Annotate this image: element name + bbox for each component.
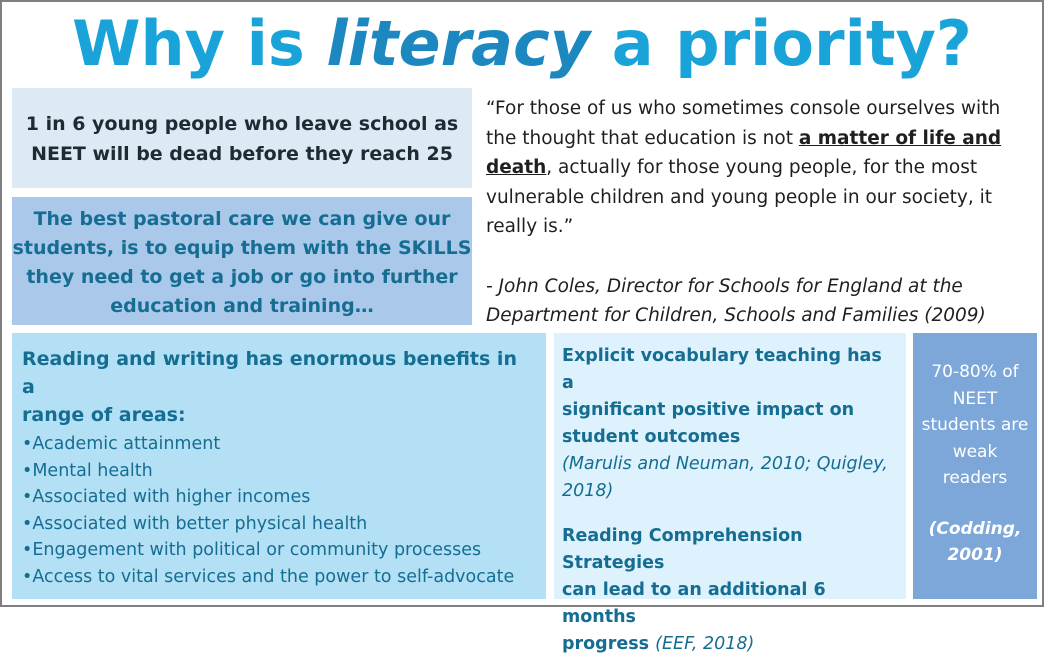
vocab-line-2: significant positive impact on: [562, 400, 855, 420]
quote-line-3-text: , actually for those young people, for the most: [546, 157, 978, 178]
attribution-line-1: - John Coles, Director for Schools for England at the: [486, 275, 963, 297]
reading-comp-line-3: [562, 631, 898, 658]
quote-emphasis-2: death: [486, 157, 547, 178]
vocabulary-box: [554, 333, 906, 654]
vocab-spacer: [562, 505, 898, 523]
quote-emphasis-1: a matter of life and: [798, 127, 1002, 149]
stat-line-4: weak: [952, 441, 998, 462]
john-coles-quote: [486, 94, 1036, 330]
vocab-line-1: Explicit vocabulary teaching has a: [562, 346, 882, 393]
quote-line-3: [486, 153, 1036, 183]
neet-line-2: NEET will be dead before they reach 25: [31, 143, 453, 165]
stat-line-5: readers: [942, 468, 1008, 488]
pastoral-line-3: they need to get a job or go into further: [26, 266, 458, 288]
title-part-2: a priority?: [590, 7, 972, 80]
quote-line-5: really is.”: [486, 216, 574, 237]
quote-line-2-text: the thought that education is not: [486, 127, 799, 149]
vocab-citation-2: 2018): [562, 481, 614, 501]
title-part-1: Why is: [72, 7, 327, 80]
slide-title: [2, 4, 1042, 86]
stat-citation-1: (Codding,: [928, 518, 1022, 539]
pastoral-care-box: [12, 197, 472, 325]
pastoral-line-4: education and training…: [110, 295, 374, 317]
quote-attribution: [486, 272, 1036, 331]
quote-line-4: vulnerable children and young people in our society, it: [486, 186, 993, 208]
pastoral-line-1: The best pastoral care we can give our: [33, 208, 451, 230]
neet-readers-stat-box: [913, 333, 1037, 599]
benefit-item: • Associated with better physical health: [22, 511, 536, 538]
stat-line-3: students are: [921, 415, 1029, 435]
benefits-heading-2: range of areas:: [22, 404, 186, 426]
benefit-item: • Engagement with political or community processes: [22, 537, 536, 564]
benefit-item: • Access to vital services and the power to self-advocate: [22, 564, 536, 591]
benefit-item: • Associated with higher incomes: [22, 484, 536, 511]
stat-citation: [913, 516, 1037, 569]
benefit-item: • Mental health: [22, 458, 536, 485]
attribution-line-2: Department for Children, Schools and Families (2009): [486, 305, 986, 326]
stat-citation-2: 2001): [947, 545, 1003, 565]
title-emphasis: literacy: [326, 7, 591, 80]
benefits-list: [22, 431, 536, 590]
reading-comp-progress: progress: [562, 634, 656, 654]
reading-comp-line-2: can lead to an additional 6 months: [562, 580, 826, 627]
reading-comp-citation: (EEF, 2018): [655, 634, 755, 654]
quote-line-2: [486, 124, 1036, 154]
benefits-box: [12, 333, 546, 599]
stat-line-1: 70-80% of: [931, 362, 1019, 382]
stat-line-2: NEET: [952, 388, 998, 409]
quote-line-1: “For those of us who sometimes console ourselves with: [486, 98, 1001, 119]
vocab-line-3: student outcomes: [562, 427, 741, 447]
vocab-citation-1: (Marulis and Neuman, 2010; Quigley,: [562, 454, 888, 474]
neet-line-1: 1 in 6 young people who leave school as: [25, 113, 459, 135]
pastoral-line-2: students, is to equip them with the SKILLS: [12, 237, 472, 259]
benefit-item: • Academic attainment: [22, 431, 536, 458]
benefits-heading-1: Reading and writing has enormous benefits in a: [22, 348, 517, 398]
reading-comp-line-1: Reading Comprehension Strategies: [562, 526, 803, 573]
neet-mortality-box: [12, 88, 472, 188]
